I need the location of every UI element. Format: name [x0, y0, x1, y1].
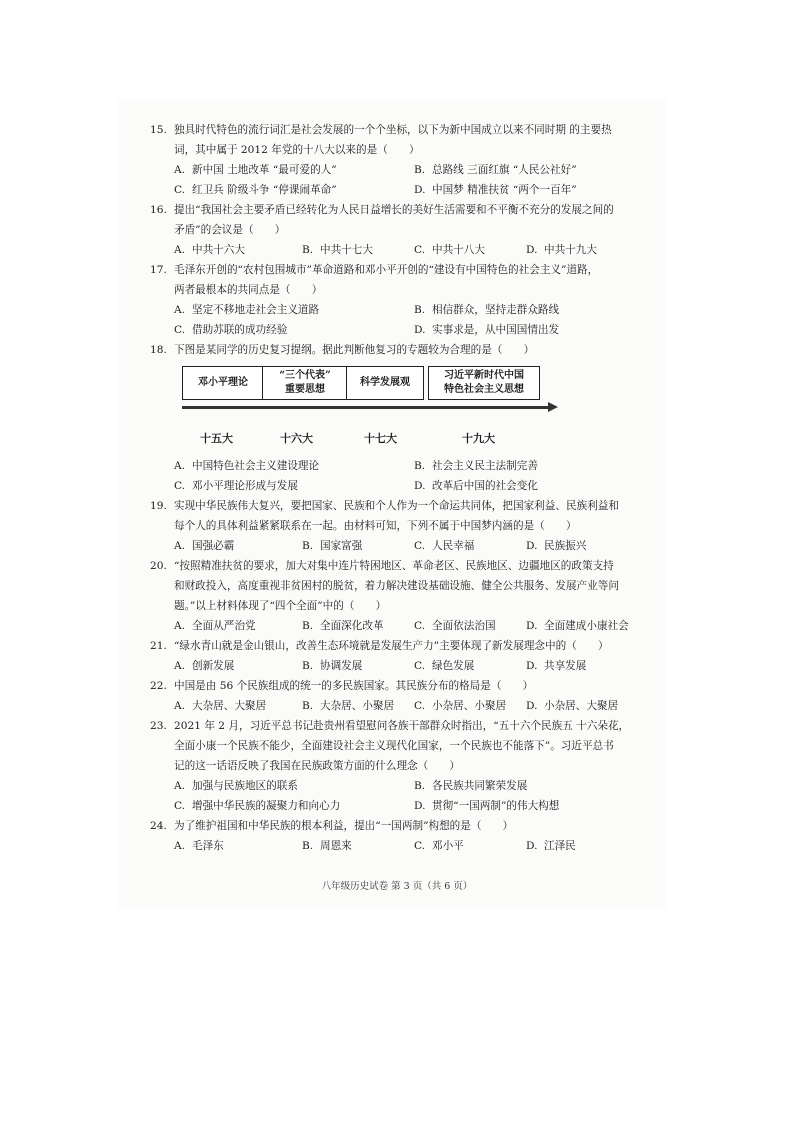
option-letter: A.: [174, 540, 186, 552]
question-stem-line: 实现中华民族伟大复兴，要把国家、民族和个人作为一个命运共同体，把国家利益、民族利益和: [174, 500, 619, 512]
option-text: 民族振兴: [544, 540, 587, 552]
options-row: [150, 240, 650, 260]
question-stem-line: 下图是某同学的历史复习提纲。据此判断他复习的专题较为合理的是（ ）: [174, 344, 535, 356]
question-number: 21.: [150, 640, 167, 652]
question-number: 15.: [150, 124, 167, 136]
option-letter: A.: [174, 244, 186, 256]
option-text: 绿色发展: [432, 660, 475, 672]
options-row: [150, 320, 650, 340]
question-list: [150, 120, 650, 856]
option-c[interactable]: [414, 240, 485, 260]
option-b[interactable]: [302, 696, 394, 716]
timeline-box-text: 习近平新时代中国 特色社会主义思想: [444, 370, 524, 395]
timeline-label: 十九大: [462, 432, 495, 445]
timeline-label: 十七大: [364, 432, 397, 445]
option-letter: D.: [526, 540, 538, 552]
option-d[interactable]: [526, 616, 629, 636]
option-a[interactable]: [174, 300, 319, 320]
options-row: [150, 776, 650, 796]
question-stem-line: 中国是由 56 个民族组成的统一的多民族国家。其民族分布的格局是（ ）: [174, 680, 534, 692]
timeline-arrow-icon: [548, 402, 558, 412]
option-letter: A.: [174, 164, 186, 176]
options-row: [150, 160, 650, 180]
option-text: 中国梦 精准扶贫 “两个一百年”: [432, 184, 577, 196]
option-text: 中共十七大: [320, 244, 373, 256]
timeline-box: [346, 366, 424, 400]
question-stem-line: 提出“我国社会主要矛盾已经转化为人民日益增长的美好生活需要和不平衡不充分的发展之间的: [174, 204, 614, 216]
options-row: [150, 656, 650, 676]
question-stem-line: 两者最根本的共同点是（ ）: [174, 284, 323, 296]
option-text: 国家富强: [320, 540, 363, 552]
option-letter: C.: [174, 480, 186, 492]
option-letter: A.: [174, 620, 186, 632]
option-letter: B.: [302, 660, 314, 672]
option-text: 大杂居、小聚居: [320, 700, 395, 712]
question-stem-line: “按照精准扶贫的要求，加大对集中连片特困地区、革命老区、民族地区、边疆地区的政策支持: [174, 560, 614, 572]
options-row: [150, 796, 650, 816]
option-text: 大杂居、大聚居: [192, 700, 267, 712]
option-letter: D.: [414, 324, 426, 336]
option-letter: B.: [414, 460, 426, 472]
question-20: [150, 556, 650, 636]
option-letter: B.: [414, 780, 426, 792]
review-outline-timeline: [150, 360, 650, 456]
timeline-box: [182, 366, 264, 400]
question-17: [150, 260, 650, 340]
option-a[interactable]: [174, 456, 319, 476]
timeline-box: [262, 366, 348, 400]
option-text: 周恩来: [320, 840, 352, 852]
option-letter: C.: [174, 800, 186, 812]
option-letter: A.: [174, 700, 186, 712]
options-row: [150, 616, 650, 636]
question-24: [150, 816, 650, 856]
question-stem-line: 词，其中属于 2012 年党的十八大以来的是（ ）: [174, 144, 420, 156]
timeline-box: [428, 366, 540, 400]
option-b[interactable]: [414, 160, 577, 180]
option-text: 小杂居、大聚居: [544, 700, 619, 712]
option-letter: B.: [302, 540, 314, 552]
option-c[interactable]: [414, 536, 474, 556]
options-row: [150, 836, 650, 856]
option-b[interactable]: [414, 456, 538, 476]
option-c[interactable]: [414, 656, 474, 676]
question-stem-line: 记的这一话语反映了我国在民族政策方面的什么理念（ ）: [174, 760, 461, 772]
option-text: 加强与民族地区的联系: [192, 780, 298, 792]
option-d[interactable]: [526, 836, 576, 856]
option-d[interactable]: [414, 796, 559, 816]
option-letter: D.: [526, 840, 538, 852]
option-c[interactable]: [414, 836, 464, 856]
timeline-label: 十五大: [200, 432, 233, 445]
option-letter: C.: [174, 324, 186, 336]
option-b[interactable]: [414, 300, 559, 320]
question-number: 16.: [150, 204, 167, 216]
question-22: [150, 676, 650, 716]
option-c[interactable]: [414, 616, 496, 636]
option-text: 中共十六大: [192, 244, 245, 256]
option-text: 中国特色社会主义建设理论: [192, 460, 320, 472]
question-number: 19.: [150, 500, 167, 512]
option-text: 小杂居、小聚居: [432, 700, 507, 712]
option-text: 增强中华民族的凝聚力和向心力: [192, 800, 341, 812]
option-text: 协调发展: [320, 660, 363, 672]
option-text: 共享发展: [544, 660, 587, 672]
option-d[interactable]: [526, 536, 586, 556]
question-21: [150, 636, 650, 676]
option-b[interactable]: [302, 536, 362, 556]
option-d[interactable]: [414, 320, 559, 340]
option-letter: D.: [414, 184, 426, 196]
option-letter: C.: [414, 540, 426, 552]
option-letter: B.: [302, 840, 314, 852]
question-19: [150, 496, 650, 556]
option-text: 国强必霸: [192, 540, 235, 552]
question-stem-line: 全面小康一个民族不能少，全面建设社会主义现代化国家，一个民族也不能落下”。习近平总书: [174, 740, 614, 752]
option-text: 毛泽东: [192, 840, 224, 852]
option-a[interactable]: [174, 836, 224, 856]
option-text: 中共十九大: [544, 244, 597, 256]
option-letter: B.: [302, 244, 314, 256]
option-letter: B.: [414, 164, 426, 176]
option-letter: D.: [414, 480, 426, 492]
option-letter: C.: [414, 620, 426, 632]
option-text: 新中国 土地改革 “最可爱的人”: [192, 164, 337, 176]
question-number: 20.: [150, 560, 167, 572]
option-d[interactable]: [526, 656, 586, 676]
option-letter: D.: [526, 620, 538, 632]
option-text: 贯彻“一国两制”的伟大构想: [432, 800, 560, 812]
option-text: 全面依法治国: [432, 620, 496, 632]
question-stem-line: 矛盾”的会议是（ ）: [174, 224, 286, 236]
option-letter: A.: [174, 304, 186, 316]
option-d[interactable]: [414, 476, 538, 496]
option-letter: D.: [526, 660, 538, 672]
option-a[interactable]: [174, 160, 337, 180]
option-letter: D.: [526, 244, 538, 256]
timeline-box-text: “三个代表” 重要思想: [279, 370, 331, 395]
options-row: [150, 536, 650, 556]
option-text: 红卫兵 阶级斗争 “停课闹革命”: [192, 184, 337, 196]
option-letter: A.: [174, 780, 186, 792]
options-row: [150, 476, 650, 496]
question-15: [150, 120, 650, 200]
options-row: [150, 696, 650, 716]
timeline-box-text: 邓小平理论: [198, 377, 248, 388]
option-d[interactable]: [414, 180, 577, 200]
option-b[interactable]: [302, 616, 384, 636]
question-stem-line: 和财政投入，高度重视非贫困村的脱贫，着力解决建设基础设施、健全公共服务、发展产业等问: [174, 580, 619, 592]
option-d[interactable]: [526, 696, 618, 716]
options-row: [150, 456, 650, 476]
options-row: [150, 300, 650, 320]
question-stem-line: 2021 年 2 月，习近平总书记赴贵州看望慰问各族干部群众时指出，“五十六个民族五 十六朵花，: [174, 720, 630, 732]
option-letter: D.: [526, 700, 538, 712]
question-stem-line: 毛泽东开创的“农村包围城市”革命道路和邓小平开创的“建设有中国特色的社会主义”道路，: [174, 264, 599, 276]
timeline-axis: [182, 406, 550, 409]
option-letter: C.: [414, 700, 426, 712]
option-text: 全面从严治党: [192, 620, 256, 632]
option-text: 全面深化改革: [320, 620, 384, 632]
option-text: 坚定不移地走社会主义道路: [192, 304, 320, 316]
option-text: 江泽民: [544, 840, 576, 852]
option-c[interactable]: [414, 696, 506, 716]
question-18: [150, 340, 650, 496]
option-a[interactable]: [174, 536, 234, 556]
question-number: 22.: [150, 680, 167, 692]
question-stem-line: “绿水青山就是金山银山，改善生态环境就是发展生产力”主要体现了新发展理念中的（ ）: [174, 640, 609, 652]
option-text: 人民幸福: [432, 540, 475, 552]
option-letter: C.: [414, 660, 426, 672]
question-stem-line: 为了维护祖国和中华民族的根本利益，提出“一国两制”构想的是（ ）: [174, 820, 514, 832]
option-c[interactable]: [174, 180, 337, 200]
question-stem-line: 题。”以上材料体现了“四个全面”中的（ ）: [174, 600, 387, 612]
option-letter: B.: [302, 620, 314, 632]
option-text: 中共十八大: [432, 244, 485, 256]
option-a[interactable]: [174, 656, 234, 676]
question-stem-line: 每个人的具体利益紧紧联系在一起。由材料可知，下列不属于中国梦内涵的是（ ）: [174, 520, 577, 532]
option-a[interactable]: [174, 776, 298, 796]
option-letter: A.: [174, 660, 186, 672]
question-number: 23.: [150, 720, 167, 732]
timeline-box-text: 科学发展观: [360, 377, 410, 388]
option-text: 全面建成小康社会: [544, 620, 629, 632]
option-d[interactable]: [526, 240, 597, 260]
option-text: 相信群众，坚持走群众路线: [432, 304, 560, 316]
option-letter: A.: [174, 460, 186, 472]
question-stem-line: 独具时代特色的流行词汇是社会发展的一个个坐标，以下为新中国成立以来不同时期 的主要热: [174, 124, 612, 136]
option-a[interactable]: [174, 696, 266, 716]
option-letter: B.: [302, 700, 314, 712]
option-text: 各民族共同繁荣发展: [432, 780, 528, 792]
option-letter: C.: [174, 184, 186, 196]
timeline-label: 十六大: [280, 432, 313, 445]
question-number: 18.: [150, 344, 167, 356]
question-number: 24.: [150, 820, 167, 832]
option-a[interactable]: [174, 240, 245, 260]
option-a[interactable]: [174, 616, 256, 636]
option-text: 借助苏联的成功经验: [192, 324, 288, 336]
option-text: 实事求是，从中国国情出发: [432, 324, 560, 336]
option-c[interactable]: [174, 476, 298, 496]
option-text: 邓小平: [432, 840, 464, 852]
option-letter: A.: [174, 840, 186, 852]
option-b[interactable]: [414, 776, 527, 796]
option-b[interactable]: [302, 836, 352, 856]
option-c[interactable]: [174, 320, 287, 340]
question-number: 17.: [150, 264, 167, 276]
options-row: [150, 180, 650, 200]
question-23: [150, 716, 650, 816]
option-b[interactable]: [302, 240, 373, 260]
option-text: 改革后中国的社会变化: [432, 480, 538, 492]
question-16: [150, 200, 650, 260]
option-text: 总路线 三面红旗 “人民公社好”: [432, 164, 577, 176]
page-footer: 八年级历史试卷 第 3 页（共 6 页）: [321, 881, 473, 892]
option-text: 创新发展: [192, 660, 235, 672]
option-b[interactable]: [302, 656, 362, 676]
option-text: 社会主义民主法制完善: [432, 460, 538, 472]
option-letter: D.: [414, 800, 426, 812]
option-text: 邓小平理论形成与发展: [192, 480, 298, 492]
option-letter: C.: [414, 244, 426, 256]
option-letter: C.: [414, 840, 426, 852]
option-letter: B.: [414, 304, 426, 316]
option-c[interactable]: [174, 796, 340, 816]
